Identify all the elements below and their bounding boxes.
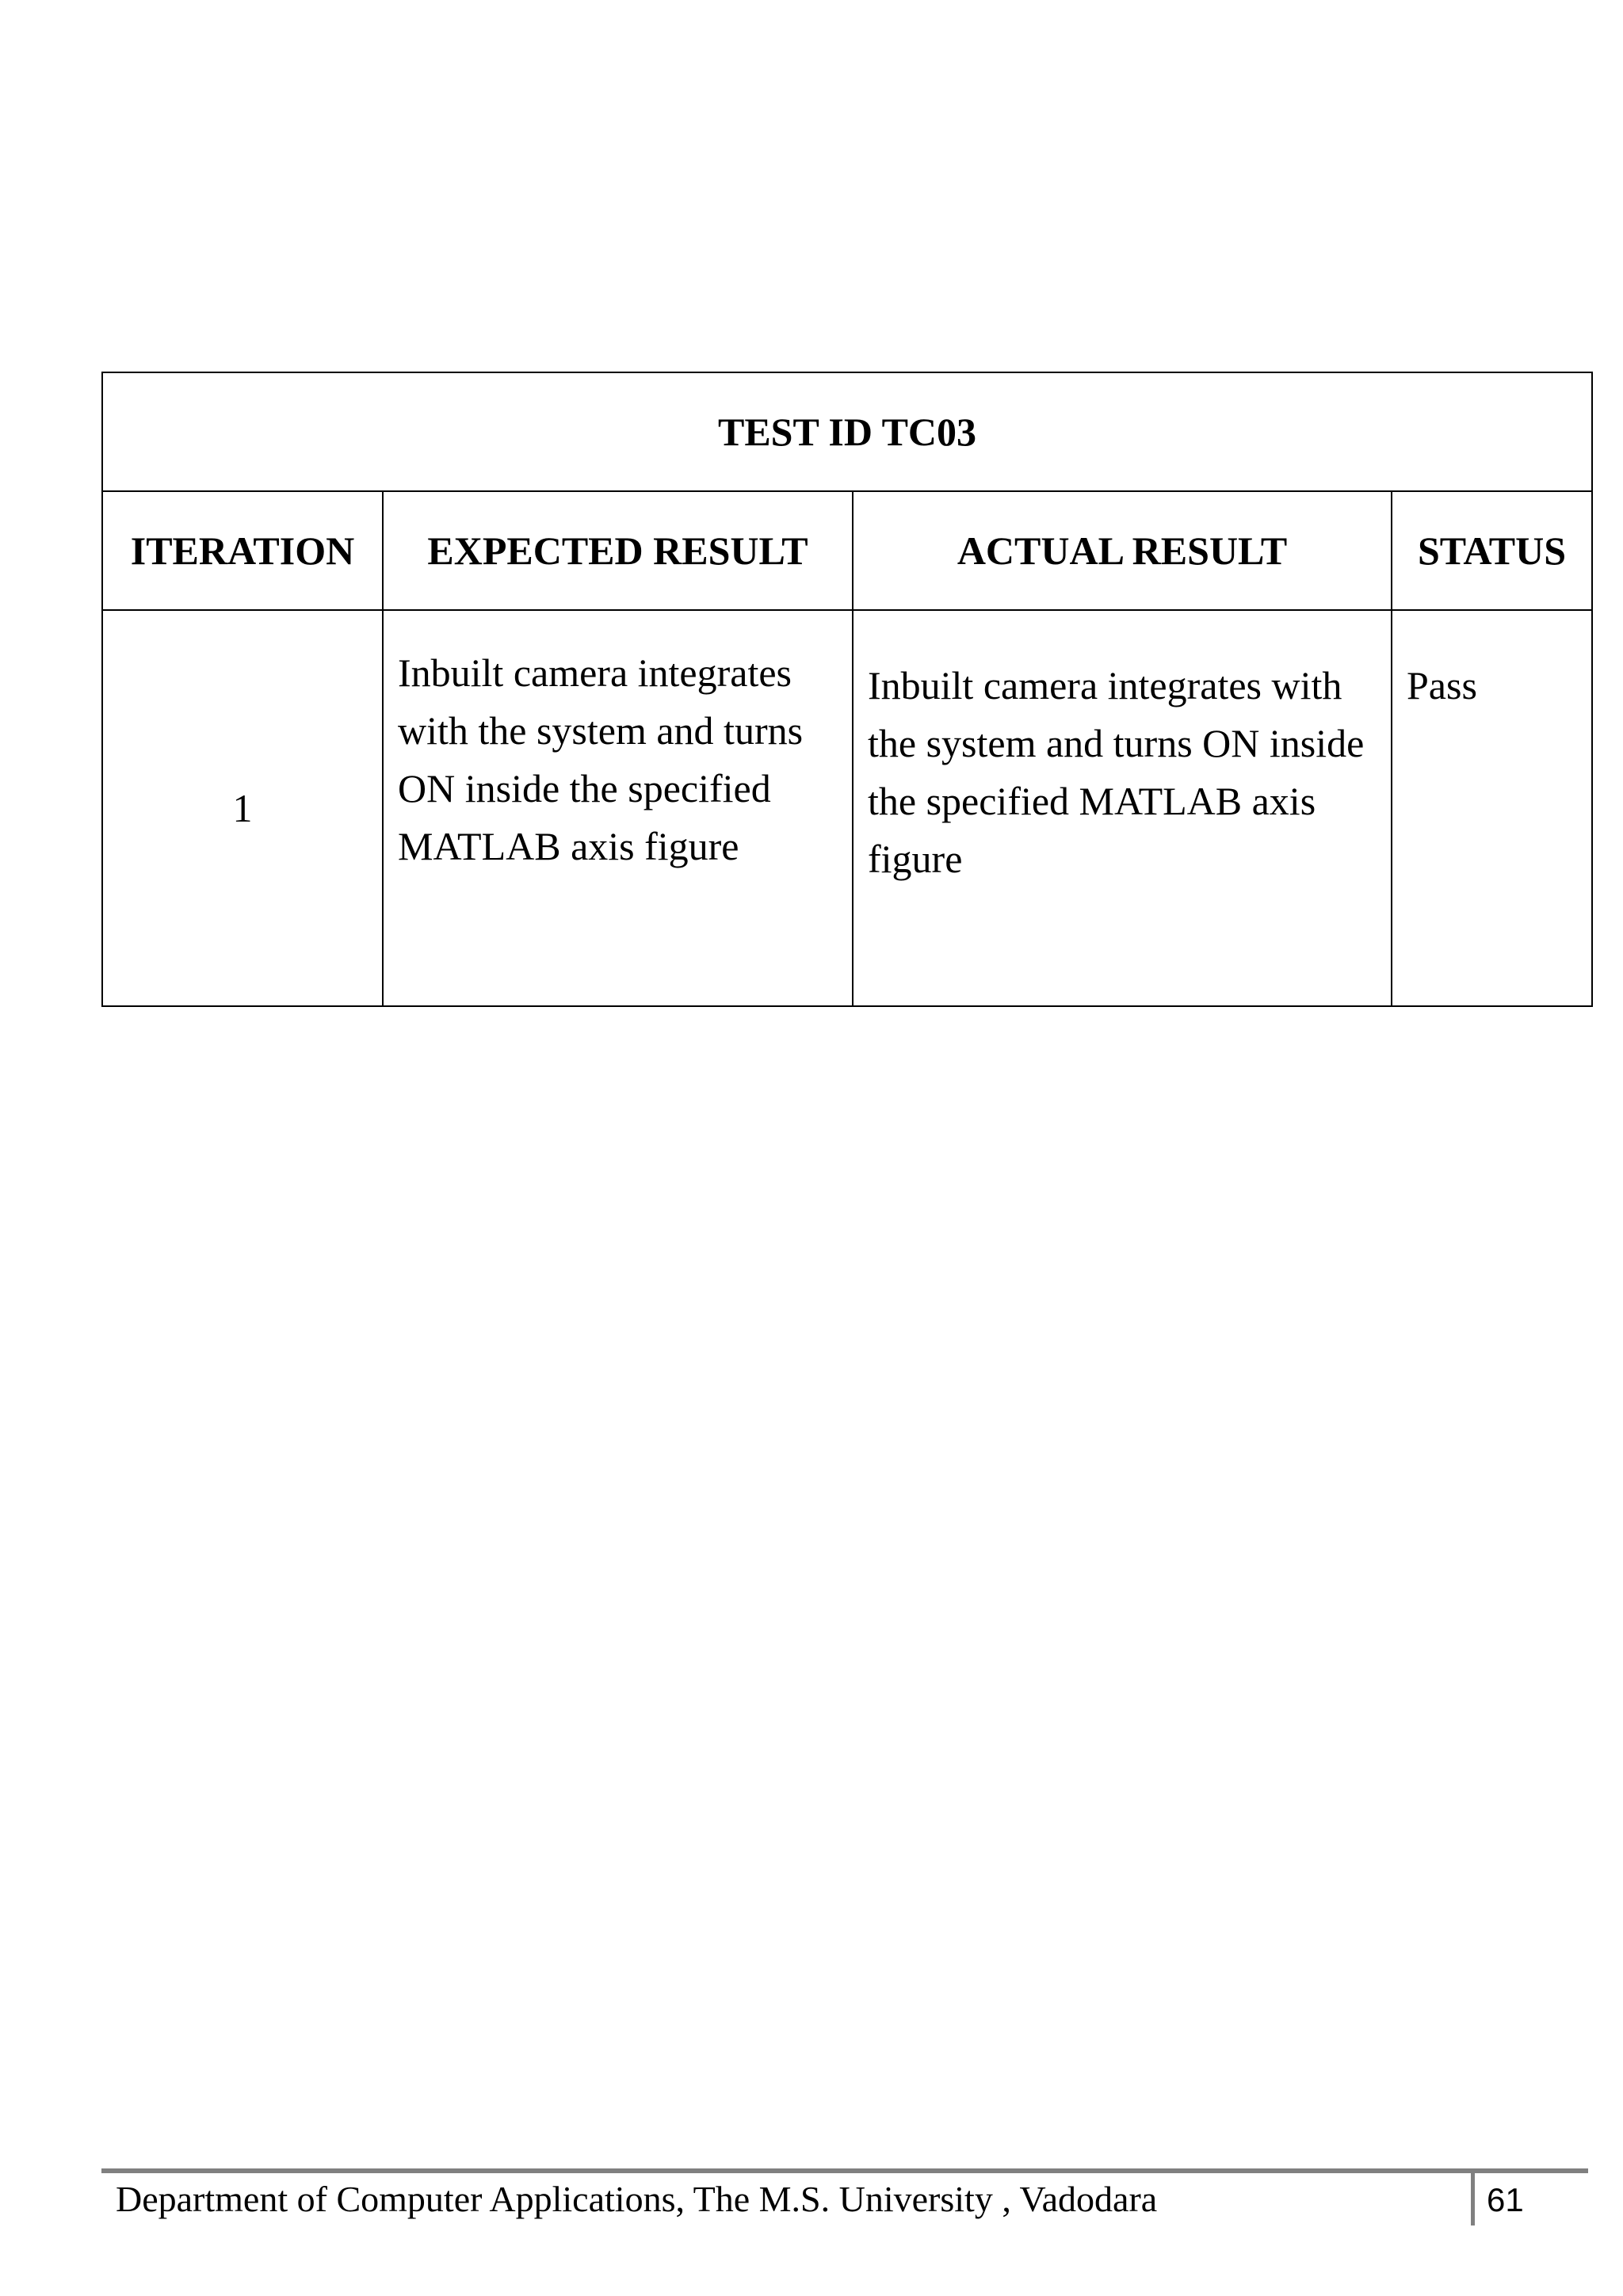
footer-divider <box>101 2168 1588 2173</box>
table-header-row <box>102 491 1592 610</box>
test-case-table <box>101 372 1593 1007</box>
status-cell: Pass <box>1392 610 1592 1006</box>
iteration-cell: 1 <box>102 610 383 1006</box>
actual-result-cell: Inbuilt camera integrates with the system and turns ON inside the specified MATLAB axis figure <box>853 610 1392 1006</box>
expected-result-cell: Inbuilt camera integrates with the system and turns ON inside the specified MATLAB axis figure <box>383 610 853 1006</box>
page-number-separator <box>1471 2173 1475 2225</box>
table-title-row <box>102 372 1592 491</box>
footer-department-text: Department of Computer Applications, The M.S. University , Vadodara <box>116 2179 1158 2219</box>
header-iteration: ITERATION <box>102 491 383 610</box>
header-actual-result: ACTUAL RESULT <box>853 491 1392 610</box>
table-row <box>102 610 1592 1006</box>
test-id-title: TEST ID TC03 <box>102 372 1592 491</box>
page-number: 61 <box>1487 2181 1524 2218</box>
header-expected-result: EXPECTED RESULT <box>383 491 853 610</box>
header-status: STATUS <box>1392 491 1592 610</box>
